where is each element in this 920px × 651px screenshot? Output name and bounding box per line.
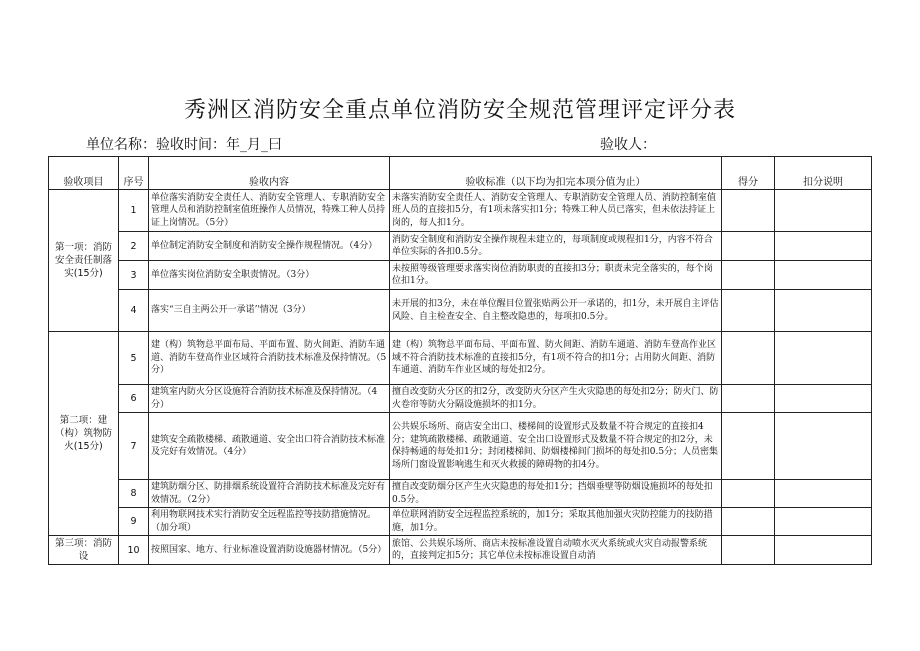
- row-number: 10: [119, 536, 149, 565]
- remark-cell[interactable]: [775, 413, 872, 480]
- row-content: 建筑防烟分区、防排烟系统设置符合消防技术标准及完好有效情况。（2分）: [149, 480, 390, 508]
- score-cell[interactable]: [722, 536, 775, 565]
- row-content: 单位制定消防安全制度和消防安全操作规程情况。（4分）: [149, 232, 390, 261]
- header-content: 验收内容: [149, 157, 390, 190]
- row-standard: 擅自改变防烟分区产生火灾隐患的每处扣1分；挡烟垂壁等防烟设施损坏的每处扣0.5分。: [390, 480, 722, 508]
- group-label: 第二项：建（构）筑物防火(15分): [49, 332, 119, 536]
- score-cell[interactable]: [722, 508, 775, 536]
- score-cell[interactable]: [722, 385, 775, 413]
- row-number: 5: [119, 332, 149, 385]
- row-number: 6: [119, 385, 149, 413]
- row-content: 单位落实岗位消防安全职责情况。（3分）: [149, 261, 390, 290]
- inspector-label: 验收人：: [600, 137, 656, 153]
- row-number: 1: [119, 190, 149, 232]
- row-content: 建（构）筑物总平面布局、平面布置、防火间距、消防车通道、消防车登高作业区域符合消防技术标准及保持情况。（5分）: [149, 332, 390, 385]
- row-standard: 单位联网消防安全远程监控系统的，加1分；采取其他加强火灾防控能力的技防措施，加1分。: [390, 508, 722, 536]
- header-score: 得分: [722, 157, 775, 190]
- row-standard: 旅馆、公共娱乐场所、商店未按标准设置自动喷水灭火系统或火灾自动报警系统的，直接判定扣5分；其它单位未按标准设置自动消: [390, 536, 722, 565]
- row-content: 建筑安全疏散楼梯、疏散通道、安全出口符合消防技术标准及完好有效情况。（4分）: [149, 413, 390, 480]
- score-table: [48, 156, 872, 565]
- score-cell[interactable]: [722, 261, 775, 290]
- row-number: 7: [119, 413, 149, 480]
- remark-cell[interactable]: [775, 536, 872, 565]
- remark-cell[interactable]: [775, 385, 872, 413]
- table-header-row: [49, 157, 872, 190]
- page-title: 秀洲区消防安全重点单位消防安全规范管理评定评分表: [183, 98, 736, 123]
- group-label: 第一项：消防安全责任制落实(15分): [49, 190, 119, 332]
- table-row: [49, 508, 872, 536]
- table-row: [49, 480, 872, 508]
- row-standard: 公共娱乐场所、商店安全出口、楼梯间的设置形式及数量不符合规定的直接扣4分；建筑疏散楼梯、疏散通道、安全出口设置形式及数量不符合规定的扣2分，未保持畅通的每处扣1分；封闭楼梯间、防烟楼梯间门损坏的每处扣0.5分；人员密集场所门窗设置影响逃生和灭火救援的障碍物的扣4分。: [390, 413, 722, 480]
- row-standard: 未按照等级管理要求落实岗位消防职责的直接扣3分；职责未完全落实的，每个岗位扣1分。: [390, 261, 722, 290]
- row-number: 9: [119, 508, 149, 536]
- score-cell[interactable]: [722, 190, 775, 232]
- score-cell[interactable]: [722, 413, 775, 480]
- row-standard: 未落实消防安全责任人、消防安全管理人、专职消防安全管理人员、消防控制室值班人员的直接扣5分，有1项未落实扣1分；特殊工种人员已落实，但未依法持证上岗的，每人扣1分。: [390, 190, 722, 232]
- row-content: 单位落实消防安全责任人、消防安全管理人、专职消防安全管理人员和消防控制室值班操作人员情况，特殊工种人员持证上岗情况。（5分）: [149, 190, 390, 232]
- remark-cell[interactable]: [775, 508, 872, 536]
- table-row: [49, 385, 872, 413]
- row-content: 建筑室内防火分区设施符合消防技术标准及保持情况。（4分）: [149, 385, 390, 413]
- table-row: [49, 232, 872, 261]
- header-remark: 扣分说明: [775, 157, 872, 190]
- group-label: 第三项：消防设: [49, 536, 119, 565]
- table-row: [49, 413, 872, 480]
- remark-cell[interactable]: [775, 232, 872, 261]
- row-standard: 擅自改变防火分区的扣2分，改变防火分区产生火灾隐患的每处扣2分；防火门、防火卷帘等防火分隔设施损坏的扣1分。: [390, 385, 722, 413]
- score-cell[interactable]: [722, 290, 775, 332]
- row-content: 落实“三自主两公开一承诺’'情况（3分）: [149, 290, 390, 332]
- header-no: 序号: [119, 157, 149, 190]
- remark-cell[interactable]: [775, 261, 872, 290]
- remark-cell[interactable]: [775, 190, 872, 232]
- row-number: 8: [119, 480, 149, 508]
- table-row: [49, 261, 872, 290]
- row-standard: 消防安全制度和消防安全操作规程未建立的，每项制度或规程扣1分，内容不符合单位实际的各扣0.5分。: [390, 232, 722, 261]
- row-number: 4: [119, 290, 149, 332]
- header-item: 验收项目: [49, 157, 119, 190]
- table-row: [49, 536, 872, 565]
- score-cell[interactable]: [722, 232, 775, 261]
- row-standard: 未开展的扣3分，未在单位醒目位置张贴两公开一承诺的，扣1分，未开展自主评估风险、自主检查安全、自主整改隐患的，每项扣0.5分。: [390, 290, 722, 332]
- row-standard: 建（构）筑物总平面布局、平面布置、防火间距、消防车通道、消防车登高作业区域不符合消防技术标准的直接扣5分，有1项不符合的扣1分；占用防火间距、消防车通道、消防车作业区域的每处扣2分。: [390, 332, 722, 385]
- row-number: 2: [119, 232, 149, 261]
- table-row: [49, 290, 872, 332]
- remark-cell[interactable]: [775, 332, 872, 385]
- unit-info-line: 单位名称：验收时间：年_月_曰: [86, 137, 282, 153]
- remark-cell[interactable]: [775, 480, 872, 508]
- remark-cell[interactable]: [775, 290, 872, 332]
- header-standard: 验收标准（以下均为扣完本项分值为止）: [390, 157, 722, 190]
- table-row: [49, 332, 872, 385]
- score-cell[interactable]: [722, 332, 775, 385]
- row-content: 按照国家、地方、行业标准设置消防设施器材情况。（5分）: [149, 536, 390, 565]
- row-number: 3: [119, 261, 149, 290]
- row-content: 利用物联网技术实行消防安全远程监控等技防措施情况。（加分项）: [149, 508, 390, 536]
- score-cell[interactable]: [722, 480, 775, 508]
- table-row: [49, 190, 872, 232]
